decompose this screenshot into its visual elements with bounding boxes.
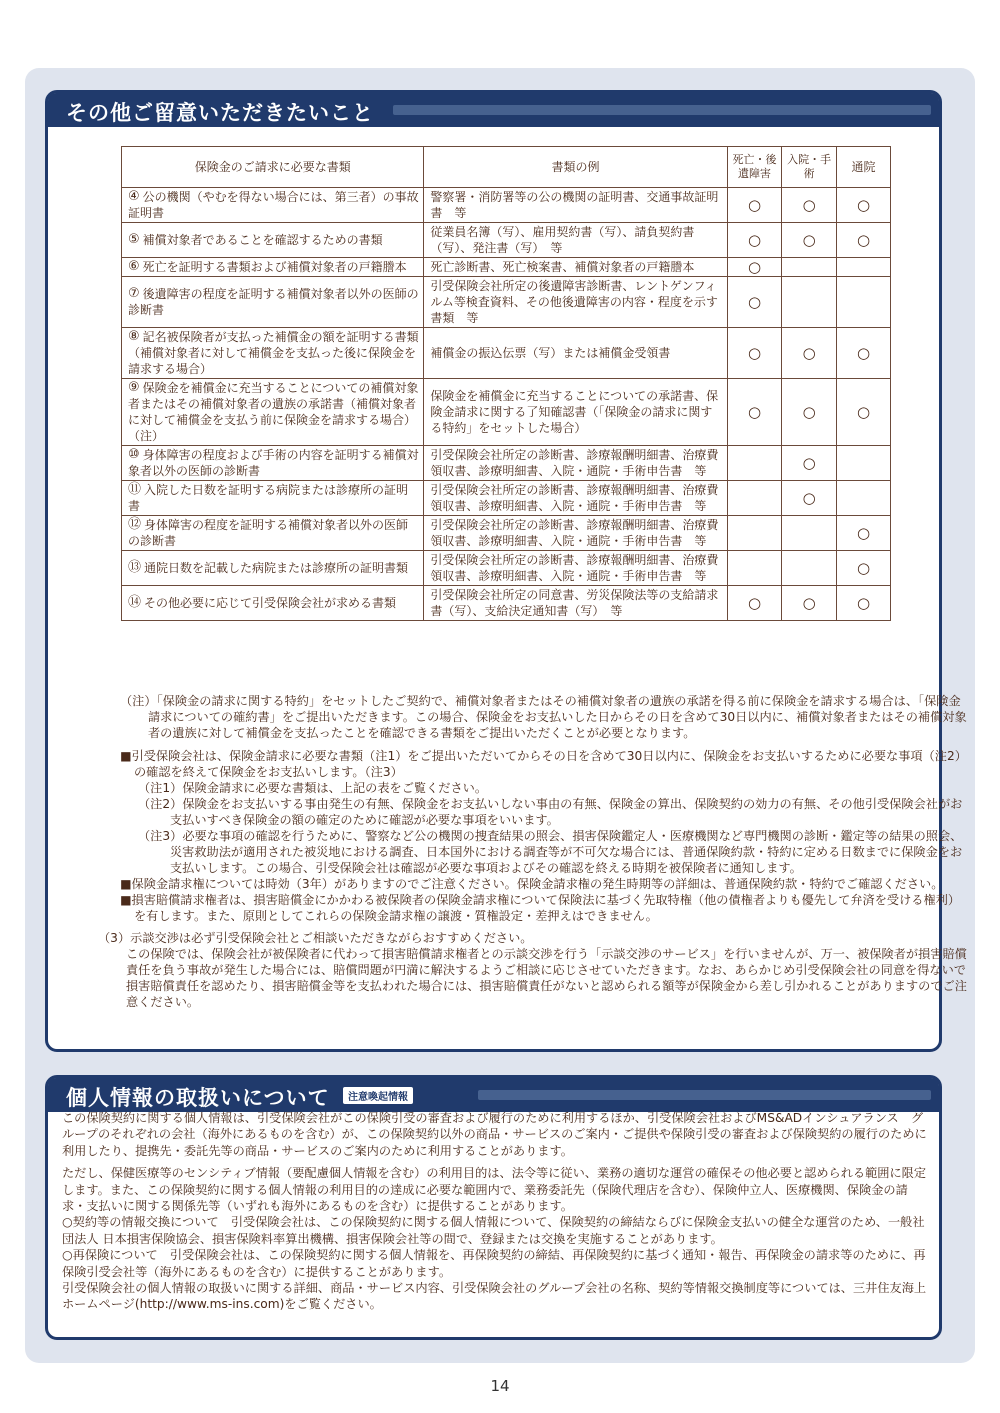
death-mark [727,481,782,516]
item-number: ⑤ [128,232,140,247]
document-cell [122,188,424,223]
hospital-mark: ○ [782,223,837,258]
privacy-paragraph-5: 引受保険会社の個人情報の取扱いに関する詳細、商品・サービス内容、引受保険会社のグループ会社の名称、契約等情報交換制度等については、三井住友海上ホームページ(http://www.ms-ins.com)をご覧ください。 [62,1281,927,1312]
settlement-title: （3）示談交渉は必ず引受保険会社とご相談いただきながらおすすめください。 [98,931,533,945]
col-header-document: 保険金のご請求に必要な書類 [122,147,424,188]
section-title: 個人情報の取扱いについて [66,1086,330,1110]
example-cell: 死亡診断書、死亡検案書、補償対象者の戸籍謄本 [424,258,727,277]
hospital-mark [782,516,837,551]
example-cell: 引受保険会社所定の診断書、診療報酬明細書、治療費領収書、診療明細書、入院・通院・手術申告書 等 [424,551,727,586]
table-row [122,586,891,621]
example-cell: 引受保険会社所定の診断書、診療報酬明細書、治療費領収書、診療明細書、入院・通院・手術申告書 等 [424,481,727,516]
death-mark: ○ [727,379,782,446]
page-number: 14 [490,1377,510,1395]
document-cell [122,516,424,551]
table-row [122,516,891,551]
col-header-death-label: 死亡・後遺障害 [732,153,777,180]
outpatient-mark: ○ [836,223,890,258]
document-cell [122,586,424,621]
col-header-outpatient: 通院 [836,147,890,188]
payment-note-1: （注1）保険金請求に必要な書類は、上記の表をご覧ください。 [138,781,488,795]
example-cell: 従業員名簿（写）、雇用契約書（写）、請負契約書（写）、発注書（写） 等 [424,223,727,258]
table-row [122,277,891,328]
document-name: 通院日数を記載した病院または診療所の証明書類 [144,561,409,575]
col-header-example: 書類の例 [424,147,727,188]
outpatient-mark: ○ [836,379,890,446]
notes-block [98,693,970,1010]
document-name: その他必要に応じて引受保険会社が求める書類 [144,596,397,610]
document-cell [122,481,424,516]
example-cell: 保険金を補償金に充当することについての承諾書、保険金請求に関する了知確認書（「保険金の請求に関する特約」をセットした場合） [424,379,727,446]
outpatient-mark: ○ [836,551,890,586]
document-name: 保険金を補償金に充当することについての補償対象者またはその補償対象者の遺族の承諾書（補償対象者に対して補償金を支払う前に保険金を請求する場合）（注） [128,381,419,443]
payment-note-2: （注2）保険金をお支払いする事由発生の有無、保険金をお支払いしない事由の有無、保険金の算出、保険契約の効力の有無、その他引受保険会社がお支払いすべき保険金の額の確定のために確認が必要な事項をいいます。 [138,797,963,827]
table-row [122,188,891,223]
hospital-mark: ○ [782,328,837,379]
example-cell: 引受保険会社所定の診断書、診療報酬明細書、治療費領収書、診療明細書、入院・通院・手術申告書 等 [424,446,727,481]
table-row [122,379,891,446]
outpatient-mark [836,481,890,516]
statute-bullet: ■保険金請求権については時効（3年）がありますのでご注意ください。保険金請求権の発生時期等の詳細は、普通保険約款・特約でご確認ください。 [120,877,944,891]
document-cell [122,328,424,379]
payment-note-3: （注3）必要な事項の確認を行うために、警察など公の機関の捜査結果の照会、損害保険鑑定人・医療機関など専門機関の診断・鑑定等の結果の照会、災害救助法が適用された被災地における調査、日本国外における調査等が不可欠な場合には、普通保険約款・特約に定める日数までに保険金をお支払いします。この場合、引受保険会社は確認が必要な事項およびその確認を終える時期を被保険者に通知します。 [138,829,963,875]
privacy-text [62,1110,930,1313]
section-title: その他ご留意いただきたいこと [66,101,374,125]
document-cell [122,446,424,481]
outpatient-mark [836,258,890,277]
hospital-mark: ○ [782,586,837,621]
document-name: 身体障害の程度および手術の内容を証明する補償対象者以外の医師の診断書 [128,448,419,478]
death-mark [727,446,782,481]
col-header-hospital [782,147,837,188]
item-number: ⑦ [128,286,140,301]
outpatient-mark: ○ [836,516,890,551]
death-mark: ○ [727,223,782,258]
required-documents-table [121,146,891,621]
outpatient-mark: ○ [836,586,890,621]
document-cell [122,258,424,277]
hospital-mark [782,258,837,277]
table-header-row [122,147,891,188]
section-header [48,93,939,127]
hospital-mark [782,277,837,328]
table-row [122,223,891,258]
document-cell [122,277,424,328]
header-decoration-bar [478,1090,931,1100]
document-name: 死亡を証明する書類および補償対象者の戸籍謄本 [142,260,407,274]
death-mark: ○ [727,258,782,277]
document-name: 入院した日数を証明する病院または診療所の証明書 [128,483,409,513]
item-number: ④ [128,189,140,204]
item-number: ⑪ [128,482,142,497]
table-row [122,258,891,277]
document-name: 補償対象者であることを確認するための書類 [142,233,383,247]
hospital-mark: ○ [782,188,837,223]
item-number: ⑩ [128,447,140,462]
death-mark: ○ [727,188,782,223]
col-header-death [727,147,782,188]
header-decoration-bar [393,105,931,115]
privacy-paragraph-2: ただし、保健医療等のセンシティブ情報（要配慮個人情報を含む）の利用目的は、法令等に従い、業務の適切な運営の確保その他必要と認められる範囲に限定します。また、この保険契約に関する個人情報の利用目的の達成に必要な範囲内で、業務委託先（保険代理店を含む）、保険仲立人、医療機関、保険金の請求・支払いに関する関係先等（いずれも海外にあるものを含む）に提供することがあります。 [62,1166,927,1214]
item-number: ⑨ [128,380,140,395]
outpatient-mark: ○ [836,188,890,223]
privacy-paragraph-4: ○再保険について 引受保険会社は、この保険契約に関する個人情報を、再保険契約の締結、再保険契約に基づく通知・報告、再保険金の請求等のために、再保険引受会社等（海外にあるものを含む）に提供することがあります。 [62,1248,926,1279]
other-notes-section [45,90,967,1052]
col-header-hospital-label: 入院・手術 [787,153,832,180]
death-mark: ○ [727,277,782,328]
death-mark: ○ [727,586,782,621]
outpatient-mark [836,446,890,481]
payment-bullet: ■引受保険会社は、保険金請求に必要な書類（注1）をご提出いただいてからその日を含めて30日以内に、保険金をお支払いするために必要な事項（注2）の確認を終えて保険金をお支払いします。（注3） [120,749,967,779]
death-mark [727,516,782,551]
document-cell [122,379,424,446]
table-row [122,446,891,481]
item-number: ⑧ [128,329,140,344]
lien-bullet: ■損害賠償請求権者は、損害賠償金にかかわる被保険者の保険金請求権について保険法に基づく先取特権（他の債権者よりも優先して弁済を受ける権利）を有します。また、原則としてこれらの保険金請求権の譲渡・質権設定・差押えはできません。 [120,893,961,923]
outpatient-mark [836,277,890,328]
hospital-mark [782,551,837,586]
table-footnote: （注）「保険金の請求に関する特約」をセットしたご契約で、補償対象者またはその補償対象者の遺族の承諾を得る前に保険金を請求する場合は、「保険金請求についての確約書」をご提出いただきます。この場合、保険金をお支払いした日からその日を含めて30日以内に、補償対象者またはその補償対象者の遺族に対して補償金を支払ったことを確認できる書類をご提出いただくことが必要となります。 [120,694,967,740]
table-row [122,328,891,379]
document-cell [122,551,424,586]
document-name: 後遺障害の程度を証明する補償対象者以外の医師の診断書 [128,287,419,317]
privacy-paragraph-3: ○契約等の情報交換について 引受保険会社は、この保険契約に関する個人情報について、保険契約の締結ならびに保険金支払いの健全な運営のため、一般社団法人 日本損害保険協会、損害保険料率算出機構、損害保険会社等の間で、登録または交換を実施することがあります。 [62,1215,925,1246]
example-cell: 引受保険会社所定の後遺障害診断書、レントゲンフィルム等検査資料、その他後遺障害の内容・程度を示す書類 等 [424,277,727,328]
privacy-paragraph-1: この保険契約に関する個人情報は、引受保険会社がこの保険引受の審査および履行のために利用するほか、引受保険会社およびMS&ADインシュアランス グループのそれぞれの会社（海外にあるものを含む）が、この保険契約以外の商品・サービスのご案内・ご提供や保険引受の審査および保険契約の履行のために利用したり、提携先・委託先等の商品・サービスのご案内のために利用することがあります。 [62,1111,927,1158]
document-name: 身体障害の程度を証明する補償対象者以外の医師の診断書 [128,518,409,548]
settlement-body: この保険では、保険会社が被保険者に代わって損害賠償請求権者との示談交渉を行う「示談交渉のサービス」を行いませんが、万一、被保険者が損害賠償責任を負う事故が発生した場合には、賠償問題が円満に解決するようご相談に応じさせていただきます。なお、あらかじめ引受保険会社の同意を得ないで損害賠償責任を認めたり、損害賠償金等を支払われた場合には、損害賠償責任がないと認められる額等が保険金から差し引かれることがありますのでご注意ください。 [126,947,967,1009]
death-mark [727,551,782,586]
document-cell [122,223,424,258]
example-cell: 補償金の振込伝票（写）または補償金受領書 [424,328,727,379]
table-row [122,481,891,516]
example-cell: 警察署・消防署等の公の機関の証明書、交通事故証明書 等 [424,188,727,223]
example-cell: 引受保険会社所定の診断書、診療報酬明細書、治療費領収書、診療明細書、入院・通院・手術申告書 等 [424,516,727,551]
table-row [122,551,891,586]
example-cell: 引受保険会社所定の同意書、労災保険法等の支給請求書（写）、支給決定通知書（写） 等 [424,586,727,621]
item-number: ⑫ [128,517,142,532]
outpatient-mark: ○ [836,328,890,379]
hospital-mark: ○ [782,446,837,481]
item-number: ⑭ [128,595,142,610]
item-number: ⑬ [128,560,142,575]
document-name: 公の機関（やむを得ない場合には、第三者）の事故証明書 [128,190,419,220]
section-header [48,1078,939,1112]
caution-tag: 注意喚起情報 [343,1087,413,1104]
death-mark: ○ [727,328,782,379]
document-name: 記名被保険者が支払った補償金の額を証明する書類（補償対象者に対して補償金を支払った後に保険金を請求する場合） [128,330,419,376]
hospital-mark: ○ [782,481,837,516]
item-number: ⑥ [128,259,140,274]
hospital-mark: ○ [782,379,837,446]
